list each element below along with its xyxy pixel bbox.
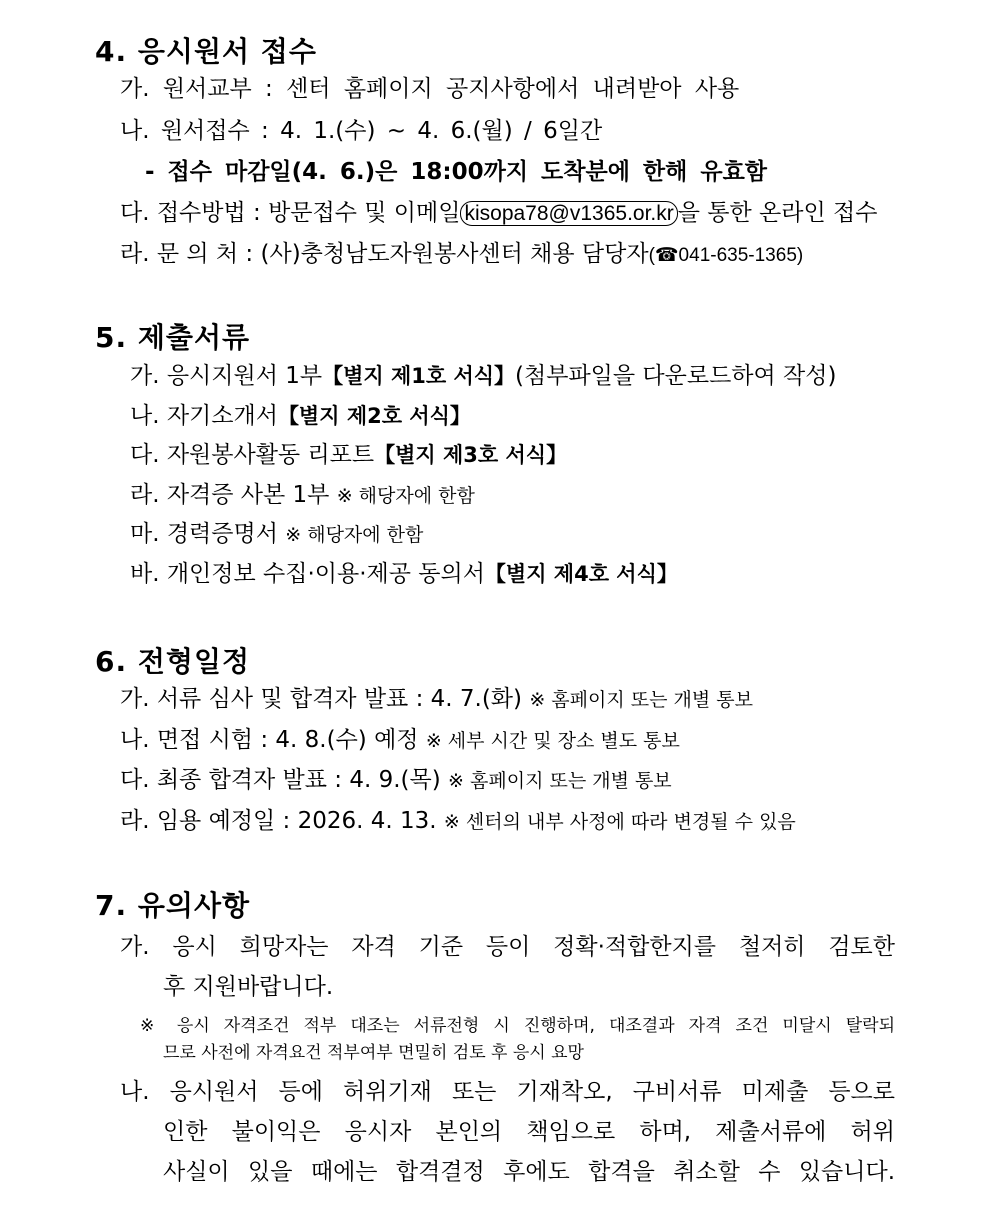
s5-item-e-note: ※ 해당자에 한함 — [285, 524, 424, 546]
s4-item-c-label: 다. 접수방법 : — [120, 200, 269, 226]
section-5-heading: 5. 제출서류 — [95, 321, 251, 354]
s4-item-b — [120, 116, 602, 146]
s5-item-a-ref: 【별지 제1호 서식】 — [322, 364, 516, 388]
s4-item-c-text: 방문접수 및 이메일 — [268, 200, 461, 226]
s5-item-a-post: (첨부파일을 다운로드하여 작성) — [515, 363, 837, 389]
s6-item-d — [120, 806, 796, 837]
s5-item-d-text: 라. 자격증 사본 1부 — [130, 482, 337, 508]
s6-item-d-text: 라. 임용 예정일 : 2026. 4. 13. — [120, 808, 444, 834]
s6-item-c — [120, 765, 672, 796]
section-4-heading: 4. 응시원서 접수 — [95, 35, 317, 68]
s5-item-c-text: 다. 자원봉사활동 리포트 — [130, 442, 375, 468]
s4-item-c — [120, 198, 877, 229]
s6-item-a-text: 가. 서류 심사 및 합격자 발표 : 4. 7.(화) — [120, 686, 530, 712]
s6-item-c-note: ※ 홈페이지 또는 개별 통보 — [448, 770, 672, 792]
s5-item-f — [130, 559, 678, 589]
section-7-heading: 7. 유의사항 — [95, 889, 251, 922]
s4-item-a-label: 가. 원서교부 : — [120, 76, 287, 102]
s4-item-c-text-post: 을 통한 온라인 접수 — [677, 200, 878, 226]
s4-item-d-label: 라. 문 의 처 : — [120, 241, 261, 267]
s4-item-d-text: (사)충청남도자원봉사센터 채용 담당자 — [260, 241, 649, 267]
s7-item-b-line1: 나. 응시원서 등에 허위기재 또는 기재착오, 구비서류 미제출 등으로 — [120, 1079, 895, 1105]
s7-item-a-line1: 가. 응시 희망자는 자격 기준 등이 정확·적합한지를 철저히 검토한 — [120, 934, 895, 960]
s6-item-b-text: 나. 면접 시험 : 4. 8.(수) 예정 — [120, 727, 426, 753]
s5-item-a-text: 가. 응시지원서 1부 — [130, 363, 323, 389]
s7-item-b-line2: 인한 불이익은 응시자 본인의 책임으로 하며, 제출서류에 허위 — [163, 1119, 895, 1145]
s5-item-a — [130, 361, 836, 391]
s4-item-a-text: 센터 홈페이지 공지사항에서 내려받아 사용 — [286, 76, 740, 102]
s7-note-line2: 므로 사전에 자격요건 적부여부 면밀히 검토 후 응시 요망 — [163, 1043, 584, 1063]
s6-item-a-note: ※ 홈페이지 또는 개별 통보 — [529, 689, 753, 711]
s5-item-f-ref: 【별지 제4호 서식】 — [484, 562, 678, 586]
s7-item-b-line3: 사실이 있을 때에는 합격결정 후에도 합격을 취소할 수 있습니다. — [163, 1159, 895, 1185]
s6-item-d-note: ※ 센터의 내부 사정에 따라 변경될 수 있음 — [443, 811, 796, 833]
s5-item-e-text: 마. 경력증명서 — [130, 521, 286, 547]
s6-item-a — [120, 684, 753, 715]
s5-item-b-ref: 【별지 제2호 서식】 — [277, 404, 471, 428]
s4-deadline-note: - 접수 마감일(4. 6.)은 18:00까지 도착분에 한해 유효함 — [145, 159, 768, 185]
s5-item-f-text: 바. 개인정보 수집·이용·제공 동의서 — [130, 561, 485, 587]
s7-item-a-line2: 후 지원바랍니다. — [163, 974, 334, 1000]
email-link[interactable]: kisopa78@v1365.or.kr — [460, 201, 677, 226]
s6-item-c-text: 다. 최종 합격자 발표 : 4. 9.(목) — [120, 767, 449, 793]
s5-item-c-ref: 【별지 제3호 서식】 — [374, 443, 568, 467]
s4-item-a — [120, 74, 739, 104]
s6-item-b — [120, 725, 680, 756]
s4-item-d — [120, 239, 803, 271]
s5-item-b — [130, 401, 471, 431]
s5-item-d-note: ※ 해당자에 한함 — [336, 485, 475, 507]
s5-item-d — [130, 480, 475, 511]
s5-item-e — [130, 519, 423, 550]
s6-item-b-note: ※ 세부 시간 및 장소 별도 통보 — [425, 730, 680, 752]
s7-note-line1: ※ 응시 자격조건 적부 대조는 서류전형 시 진행하며, 대조결과 자격 조건 미달시 탈락되 — [140, 1016, 895, 1036]
s4-item-b-text: 4. 1.(수) ~ 4. 6.(월) / 6일간 — [280, 118, 603, 144]
s5-item-c — [130, 440, 567, 470]
s4-item-b-label: 나. 원서접수 : — [120, 118, 281, 144]
section-6-heading: 6. 전형일정 — [95, 645, 251, 678]
s5-item-b-text: 나. 자기소개서 — [130, 403, 278, 429]
phone-number: (☎041-635-1365) — [648, 245, 804, 266]
